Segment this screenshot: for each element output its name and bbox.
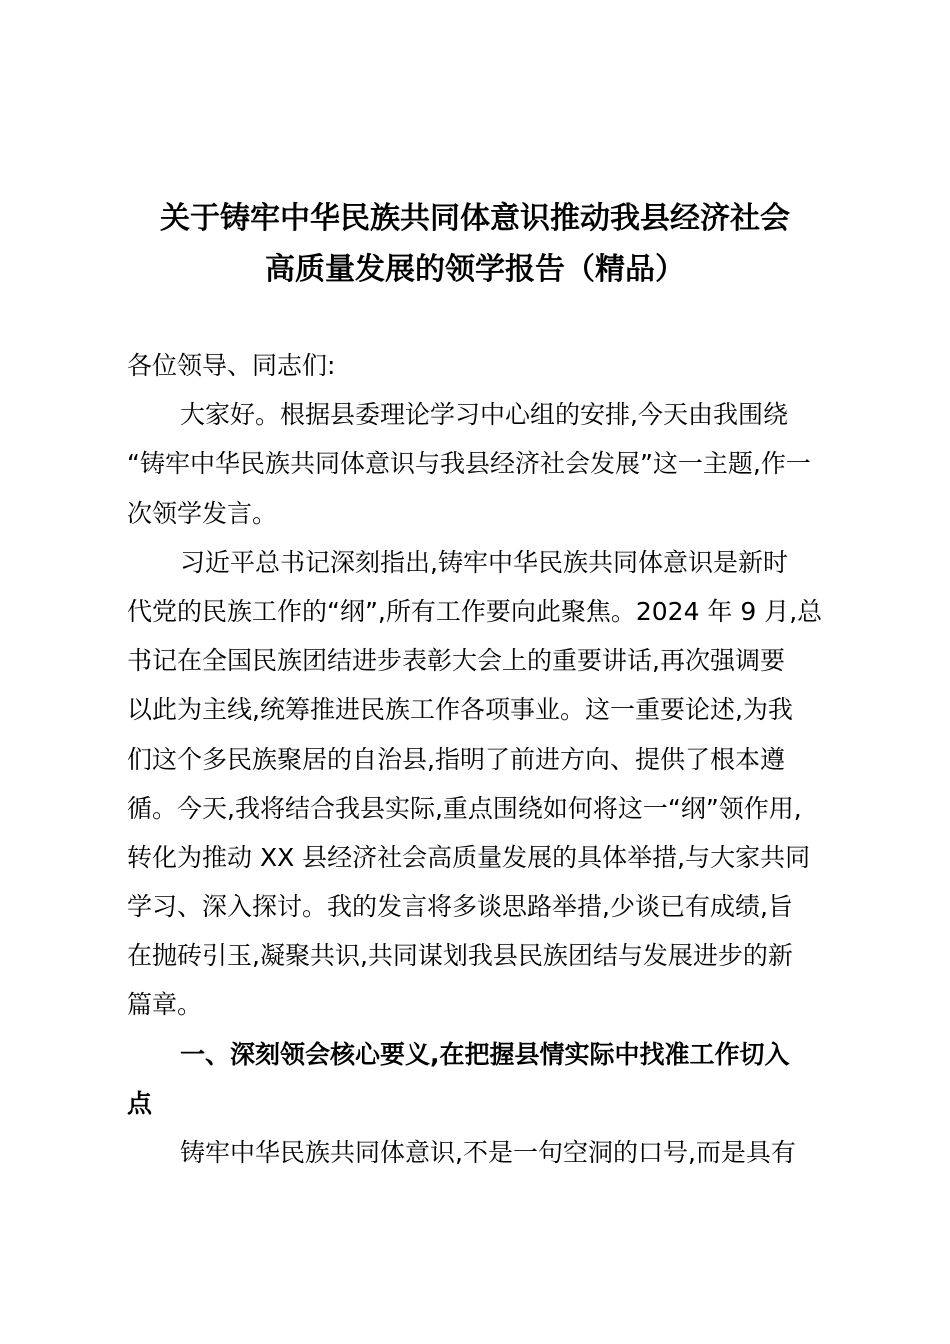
- paragraph-1-line-2: “铸牢中华民族共同体意识与我县经济社会发展”这一主题,作一: [127, 449, 811, 479]
- paragraph-2-line-1: 习近平总书记深刻指出,铸牢中华民族共同体意识是新时: [180, 547, 788, 577]
- paragraph-2-line-8: 学习、深入探讨。我的发言将多谈思路举措,少谈已有成绩,旨: [127, 892, 793, 922]
- paragraph-2-line-9: 在抛砖引玉,凝聚共识,共同谋划我县民族团结与发展进步的新: [127, 941, 793, 971]
- document-title: [110, 193, 840, 295]
- section-heading-1-line-1: 一、深刻领会核心要义,在把握县情实际中找准工作切入: [180, 1039, 790, 1069]
- document-body: [127, 341, 827, 1177]
- paragraph-2-line-3: 书记在全国民族团结进步表彰大会上的重要讲话,再次强调要: [127, 646, 785, 676]
- paragraph-1-line-1: 大家好。根据县委理论学习中心组的安排,今天由我围绕: [180, 400, 788, 430]
- title-line-1: 关于铸牢中华民族共同体意识推动我县经济社会: [160, 201, 790, 236]
- paragraph-2-line-10: 篇章。: [127, 990, 203, 1020]
- paragraph-2-line-7: 转化为推动 XX 县经济社会高质量发展的具体举措,与大家共同: [127, 842, 811, 872]
- paragraph-3-line-1: 铸牢中华民族共同体意识,不是一句空洞的口号,而是具有: [180, 1138, 796, 1167]
- section-heading-1-line-2: 点: [127, 1088, 153, 1118]
- paragraph-2-line-5: 们这个多民族聚居的自治县,指明了前进方向、提供了根本遵: [127, 744, 785, 774]
- paragraph-1-line-3: 次领学发言。: [127, 498, 278, 528]
- title-line-2: 高质量发展的领学报告（精品）: [265, 252, 685, 287]
- paragraph-2-line-4: 以此为主线,统筹推进民族工作各项事业。这一重要论述,为我: [127, 695, 793, 725]
- paragraph-2-line-2: 代党的民族工作的“纲”,所有工作要向此聚焦。2024 年 9 月,总: [127, 596, 823, 626]
- paragraph-2-line-6: 循。今天,我将结合我县实际,重点围绕如何将这一“纲”领作用,: [127, 793, 802, 823]
- salutation: 各位领导、同志们:: [127, 351, 336, 380]
